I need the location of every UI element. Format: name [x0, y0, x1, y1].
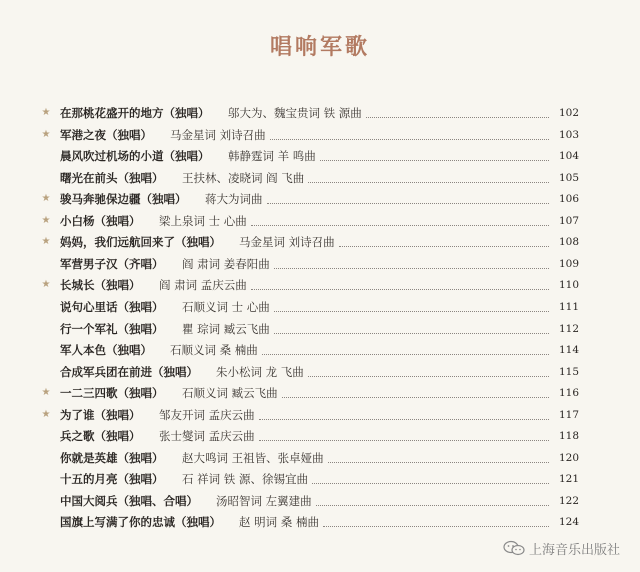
song-title: 在那桃花盛开的地方（独唱） — [60, 106, 210, 120]
star-icon: ★ — [41, 408, 51, 420]
dot-leader — [323, 526, 549, 527]
dot-leader — [267, 203, 549, 204]
page-number: 111 — [558, 300, 579, 313]
song-title: 你就是英雄（独唱） — [60, 450, 164, 465]
song-credits: 张士燮词 孟庆云曲 — [159, 429, 255, 444]
page-number: 116 — [558, 387, 579, 400]
toc-entry — [0, 145, 640, 167]
song-title: 行一个军礼（独唱） — [60, 321, 164, 336]
dot-leader — [251, 289, 549, 290]
page-number: 117 — [558, 408, 579, 421]
star-icon: ★ — [41, 107, 51, 118]
page-number: 110 — [558, 279, 579, 292]
toc-entry — [0, 102, 640, 124]
song-credits: 赵大鸣词 王祖皆、张卓娅曲 — [182, 450, 324, 465]
dot-leader — [316, 505, 549, 506]
star-icon: ★ — [41, 387, 51, 399]
toc-entry — [0, 404, 640, 426]
song-title: 骏马奔驰保边疆（独唱） — [60, 192, 187, 207]
toc-entry — [0, 274, 640, 296]
toc-entry — [0, 188, 640, 210]
page-number: 118 — [558, 430, 579, 443]
page-number: 115 — [558, 365, 579, 378]
page-number: 122 — [558, 494, 579, 507]
dot-leader — [270, 139, 549, 140]
song-title: 说句心里话（独唱） — [60, 299, 164, 314]
song-credits: 王扶林、凌晓词 阎 飞曲 — [182, 170, 305, 185]
toc-entry — [0, 339, 640, 361]
song-credits: 石顺义词 臧云飞曲 — [182, 386, 278, 401]
star-icon: ★ — [41, 236, 51, 248]
page-number: 112 — [558, 322, 579, 335]
song-title: 十五的月亮（独唱） — [60, 472, 164, 487]
song-credits: 瞿 琮词 臧云飞曲 — [182, 321, 270, 336]
toc-entry — [0, 210, 640, 232]
dot-leader — [282, 397, 549, 398]
dot-leader — [320, 160, 549, 161]
star-icon: ★ — [41, 214, 51, 226]
song-title: 曙光在前头（独唱） — [60, 170, 164, 185]
dot-leader — [262, 354, 549, 355]
song-title: 军人本色（独唱） — [60, 343, 152, 358]
star-icon: ★ — [41, 128, 51, 140]
page-number: 103 — [558, 128, 579, 141]
page-number: 108 — [558, 236, 579, 249]
page-number: 105 — [558, 171, 579, 184]
song-credits: 马金星词 刘诗召曲 — [170, 127, 266, 142]
page-number: 124 — [558, 516, 579, 529]
song-credits: 梁上泉词 士 心曲 — [159, 213, 247, 228]
toc-entry — [0, 361, 640, 383]
dot-leader — [339, 246, 549, 247]
song-credits: 朱小松词 龙 飞曲 — [216, 364, 304, 379]
toc-entry — [0, 382, 640, 404]
song-credits: 石顺义词 士 心曲 — [182, 299, 270, 314]
song-title: 军营男子汉（齐唱） — [60, 256, 164, 271]
toc-entry — [0, 231, 640, 253]
page-number: 107 — [558, 214, 579, 227]
page-number: 120 — [558, 451, 579, 464]
song-credits: 蒋大为词曲 — [205, 192, 263, 207]
star-icon: ★ — [41, 193, 51, 205]
wechat-icon — [503, 540, 525, 556]
dot-leader — [274, 268, 549, 269]
song-title: 合成军兵团在前进（独唱） — [60, 364, 198, 379]
song-title: 兵之歌（独唱） — [60, 429, 141, 444]
page-number: 114 — [558, 344, 579, 357]
song-title: 晨风吹过机场的小道（独唱） — [60, 149, 210, 164]
dot-leader — [259, 440, 549, 441]
toc-entry — [0, 318, 640, 340]
song-credits: 邹友开词 孟庆云曲 — [159, 407, 255, 422]
song-title: 一二三四歌（独唱） — [60, 386, 164, 401]
page-number: 121 — [558, 473, 579, 486]
song-credits: 韩静霆词 羊 鸣曲 — [228, 149, 316, 164]
song-title: 为了谁（独唱） — [60, 407, 141, 422]
toc-entry — [0, 167, 640, 189]
song-credits: 马金星词 刘诗召曲 — [239, 235, 335, 250]
dot-leader — [328, 462, 549, 463]
page-title: 唱响军歌 — [269, 34, 370, 60]
toc-entry — [0, 296, 640, 318]
star-icon: ★ — [41, 279, 51, 291]
song-credits: 石顺义词 桑 楠曲 — [170, 343, 258, 358]
toc-entry — [0, 253, 640, 275]
song-credits: 阎 肃词 姜春阳曲 — [182, 256, 270, 271]
watermark-text: 上海音乐出版社 — [528, 541, 620, 557]
song-credits: 赵 明词 桑 楠曲 — [239, 515, 319, 530]
dot-leader — [274, 333, 549, 334]
song-title: 国旗上写满了你的忠诚（独唱） — [60, 515, 221, 530]
song-title: 小白杨（独唱） — [60, 213, 141, 228]
song-title: 中国大阅兵（独唱、合唱） — [60, 493, 198, 508]
watermark — [503, 538, 620, 558]
song-title: 长城长（独唱） — [60, 278, 141, 293]
toc-entry — [0, 490, 640, 512]
toc-entry — [0, 425, 640, 447]
dot-leader — [308, 376, 549, 377]
dot-leader — [312, 483, 549, 484]
page-number: 106 — [558, 193, 579, 206]
song-credits: 邬大为、魏宝贵词 铁 源曲 — [228, 106, 362, 120]
song-title: 妈妈，我们远航回来了（独唱） — [60, 235, 221, 250]
song-credits: 石 祥词 铁 源、徐锡宜曲 — [182, 472, 308, 487]
dot-leader — [308, 182, 549, 183]
dot-leader — [259, 419, 549, 420]
toc-entry — [0, 447, 640, 469]
song-title: 军港之夜（独唱） — [60, 127, 152, 142]
dot-leader — [251, 225, 549, 226]
toc-entry — [0, 124, 640, 146]
page-number: 109 — [558, 257, 579, 270]
song-credits: 阎 肃词 孟庆云曲 — [159, 278, 247, 293]
toc-entry — [0, 468, 640, 490]
dot-leader — [274, 311, 549, 312]
toc-entry — [0, 511, 640, 533]
dot-leader — [366, 117, 549, 118]
song-credits: 汤昭智词 左翼建曲 — [216, 493, 312, 508]
page-number: 102 — [558, 107, 579, 119]
page-number: 104 — [558, 150, 579, 163]
